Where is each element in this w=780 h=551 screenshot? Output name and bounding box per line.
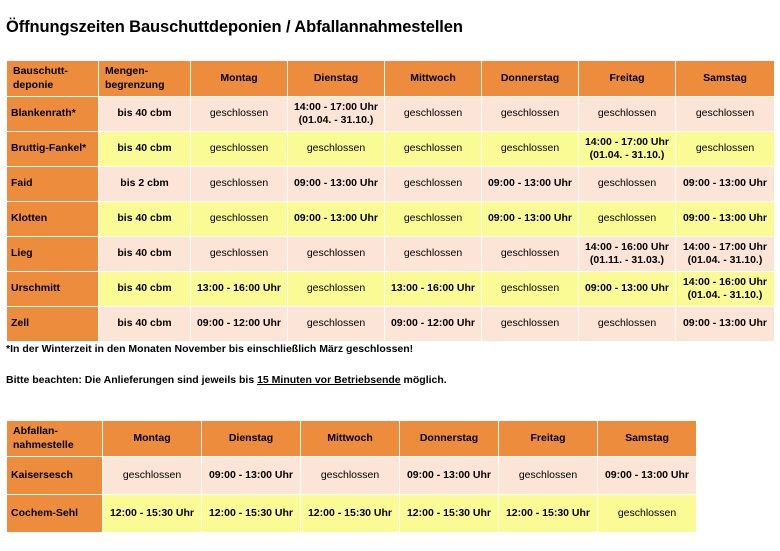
table1-hours-cell [385,167,482,202]
hours-text: 13:00 - 16:00 Uhr [196,282,282,295]
table1-hours-cell [385,97,482,132]
table2-hours-cell: geschlossen [301,457,400,495]
table-row [7,237,775,272]
table1-col-header-saturday: Samstag [676,61,775,97]
hours-text: geschlossen [306,317,366,330]
table1-site-label: Urschmitt [7,272,99,307]
table1-hours-cell [482,97,579,132]
table1-hours-cell [288,307,385,342]
table1-site-label: Klotten [7,202,99,237]
table-row [7,272,775,307]
table1-hours-cell [385,237,482,272]
hours-text: 09:00 - 13:00 Uhr [293,177,379,190]
table1-limit-value: bis 40 cbm [99,97,191,132]
hours-text: geschlossen [306,142,366,155]
hours-text: 09:00 - 12:00 Uhr [196,317,282,330]
table-row [7,167,775,202]
table1-hours-cell [579,237,676,272]
table1-site-label: Faid [7,167,99,202]
hours-text: geschlossen [597,212,657,225]
hours-text: 09:00 - 12:00 Uhr [390,317,476,330]
table-row [7,132,775,167]
table1-limit-value: bis 40 cbm [99,237,191,272]
hours-season-note: (01.11. - 31.03.) [589,254,665,266]
hours-text: 14:00 - 16:00 Uhr [682,275,768,288]
table2-hours-cell: 12:00 - 15:30 Uhr [499,495,598,533]
table-row [7,97,775,132]
hours-text: 09:00 - 13:00 Uhr [487,212,573,225]
hours-text: geschlossen [403,212,463,225]
table1-hours-cell [579,272,676,307]
table1-hours-cell [191,132,288,167]
hours-text: geschlossen [209,212,269,225]
table1-hours-cell [579,167,676,202]
table1-hours-cell [385,202,482,237]
table1-hours-cell [482,237,579,272]
table1-col-header-thursday: Donnerstag [482,61,579,97]
table2-body [7,457,697,533]
table1-header-row [7,61,775,97]
table1-col-header-friday: Freitag [579,61,676,97]
table1-hours-cell [676,167,775,202]
table1-limit-value: bis 40 cbm [99,307,191,342]
hours-text: 14:00 - 17:00 Uhr [584,135,670,148]
table1-site-label: Bruttig-Fankel* [7,132,99,167]
table1-site-label: Blankenrath* [7,97,99,132]
table1-hours-cell [579,307,676,342]
delivery-note-underlined: 15 Minuten vor Betriebsende [257,374,401,386]
table1-limit-value: bis 40 cbm [99,132,191,167]
hours-text: 09:00 - 13:00 Uhr [682,317,768,330]
hours-text: geschlossen [403,107,463,120]
hours-season-note: (01.04. - 31.10.) [687,254,763,266]
hours-text: geschlossen [695,107,755,120]
hours-season-note: (01.04. - 31.10.) [589,149,665,161]
table2-col-header-friday: Freitag [499,421,598,457]
table1-hours-cell [579,202,676,237]
table2-col-header-saturday: Samstag [598,421,697,457]
table1-hours-cell [482,202,579,237]
table2-hours-cell: geschlossen [499,457,598,495]
table1-col-header-limit: Mengen- begrenzung [99,61,191,97]
hours-text: geschlossen [403,247,463,260]
table1-hours-cell [579,97,676,132]
table2-col-header-wednesday: Mittwoch [301,421,400,457]
hours-text: geschlossen [597,317,657,330]
table2-hours-cell: 09:00 - 13:00 Uhr [598,457,697,495]
abfallannahmestellen-table [6,420,697,533]
table1-hours-cell [385,272,482,307]
hours-text: geschlossen [306,282,366,295]
hours-text: 14:00 - 17:00 Uhr [682,240,768,253]
hours-text: geschlossen [403,142,463,155]
table2-col-header-tuesday: Dienstag [202,421,301,457]
hours-text: geschlossen [209,247,269,260]
delivery-note-prefix: Bitte beachten: Die Anlieferungen sind jeweils bis [6,374,258,386]
hours-text: 09:00 - 13:00 Uhr [682,177,768,190]
hours-text: geschlossen [597,177,657,190]
table2-col-header-monday: Montag [103,421,202,457]
table1-hours-cell [191,237,288,272]
table-row [7,495,697,533]
table2-hours-cell: 12:00 - 15:30 Uhr [103,495,202,533]
table2-hours-cell: geschlossen [103,457,202,495]
table1-hours-cell [676,97,775,132]
table1-hours-cell [579,132,676,167]
table1-hours-cell [676,272,775,307]
table1-hours-cell [482,307,579,342]
hours-season-note: (01.04. - 31.10.) [298,114,374,126]
delivery-note [6,374,447,386]
table-row [7,202,775,237]
table1-hours-cell [288,202,385,237]
table1-hours-cell [191,272,288,307]
hours-text: geschlossen [209,177,269,190]
hours-text: geschlossen [306,247,366,260]
hours-text: geschlossen [500,107,560,120]
hours-season-note: (01.04. - 31.10.) [687,289,763,301]
hours-text: 14:00 - 16:00 Uhr [584,240,670,253]
table1-hours-cell [288,97,385,132]
page-title: Öffnungszeiten Bauschuttdeponien / Abfallannahmestellen [6,18,463,36]
table2-hours-cell: 12:00 - 15:30 Uhr [400,495,499,533]
hours-text: 09:00 - 13:00 Uhr [584,282,670,295]
table1-hours-cell [482,272,579,307]
table1-hours-cell [482,132,579,167]
table2-header-row [7,421,697,457]
table1-body [7,97,775,342]
table1-hours-cell [385,132,482,167]
table1-limit-value: bis 40 cbm [99,202,191,237]
hours-text: 14:00 - 17:00 Uhr [293,100,379,113]
table1-site-label: Lieg [7,237,99,272]
table2-hours-cell: 12:00 - 15:30 Uhr [301,495,400,533]
table1-hours-cell [676,237,775,272]
table1-hours-cell [191,307,288,342]
hours-text: geschlossen [209,107,269,120]
hours-text: 09:00 - 13:00 Uhr [487,177,573,190]
hours-text: geschlossen [500,317,560,330]
table1-col-header-site: Bauschutt- deponie [7,61,99,97]
table2-site-label: Kaisersesch [7,457,103,495]
table1-limit-value: bis 2 cbm [99,167,191,202]
table1-hours-cell [676,202,775,237]
hours-text: 09:00 - 13:00 Uhr [293,212,379,225]
delivery-note-suffix: möglich. [400,374,447,386]
table1-hours-cell [482,167,579,202]
table1-hours-cell [191,97,288,132]
table2-hours-cell: 09:00 - 13:00 Uhr [202,457,301,495]
hours-text: geschlossen [597,107,657,120]
table1-hours-cell [676,307,775,342]
table2-col-header-thursday: Donnerstag [400,421,499,457]
table1-col-header-wednesday: Mittwoch [385,61,482,97]
hours-text: geschlossen [500,282,560,295]
hours-text: geschlossen [500,142,560,155]
table1-col-header-tuesday: Dienstag [288,61,385,97]
table1-hours-cell [191,167,288,202]
table1-hours-cell [385,307,482,342]
hours-text: geschlossen [695,142,755,155]
table1-site-label: Zell [7,307,99,342]
table2-site-label: Cochem-Sehl [7,495,103,533]
hours-text: geschlossen [403,177,463,190]
table-row [7,307,775,342]
table1-limit-value: bis 40 cbm [99,272,191,307]
table2-hours-cell: 09:00 - 13:00 Uhr [400,457,499,495]
winter-note: *In der Winterzeit in den Monaten November bis einschließlich März geschlossen! [6,343,414,355]
table1-hours-cell [288,272,385,307]
table1-hours-cell [191,202,288,237]
table1-hours-cell [288,167,385,202]
table1-hours-cell [288,237,385,272]
table1-hours-cell [288,132,385,167]
bauschuttdeponien-table [6,60,775,342]
hours-text: 13:00 - 16:00 Uhr [390,282,476,295]
table-row [7,457,697,495]
table2-col-header-site: Abfallan- nahmestelle [7,421,103,457]
table1-hours-cell [676,132,775,167]
table2-hours-cell: geschlossen [598,495,697,533]
table1-col-header-monday: Montag [191,61,288,97]
table2-hours-cell: 12:00 - 15:30 Uhr [202,495,301,533]
hours-text: geschlossen [209,142,269,155]
hours-text: 09:00 - 13:00 Uhr [682,212,768,225]
hours-text: geschlossen [500,247,560,260]
